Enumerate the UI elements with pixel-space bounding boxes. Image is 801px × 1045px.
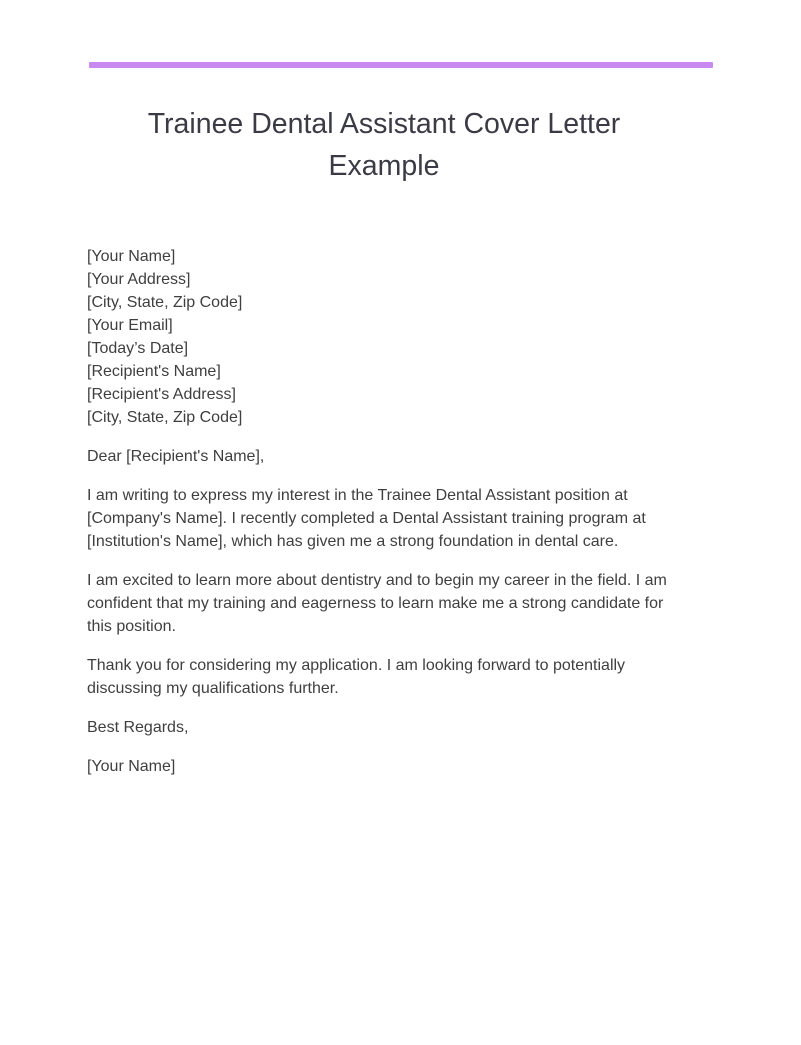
accent-divider (89, 62, 713, 68)
address-line-your-city: [City, State, Zip Code] (87, 294, 243, 311)
address-line-recipient-name: [Recipient's Name] (87, 363, 221, 380)
letter-body (87, 245, 687, 794)
address-line-date: [Today’s Date] (87, 340, 189, 357)
address-line-your-name: [Your Name] (87, 248, 176, 265)
salutation: Dear [Recipient's Name], (87, 448, 265, 465)
address-line-recipient-city: [City, State, Zip Code] (87, 409, 243, 426)
signature: [Your Name] (87, 758, 176, 775)
address-block (87, 245, 687, 429)
body-paragraph-intro: I am writing to express my interest in the Trainee Dental Assistant position at [Company's Name]. I recently completed a Dental Assistant training program at [Institution's Name], which has given me a strong foundation in dental care. (87, 487, 646, 550)
page-title: Trainee Dental Assistant Cover Letter Example (147, 108, 621, 182)
address-line-your-email: [Your Email] (87, 317, 173, 334)
body-paragraph-motivation: I am excited to learn more about dentistry and to begin my career in the field. I am confident that my training and eagerness to learn make me a strong candidate for this position. (87, 572, 667, 635)
address-line-your-address: [Your Address] (87, 271, 191, 288)
body-paragraph-thanks: Thank you for considering my application. I am looking forward to potentially discussing my qualifications further. (87, 657, 626, 697)
closing: Best Regards, (87, 719, 189, 736)
address-line-recipient-address: [Recipient's Address] (87, 386, 236, 403)
